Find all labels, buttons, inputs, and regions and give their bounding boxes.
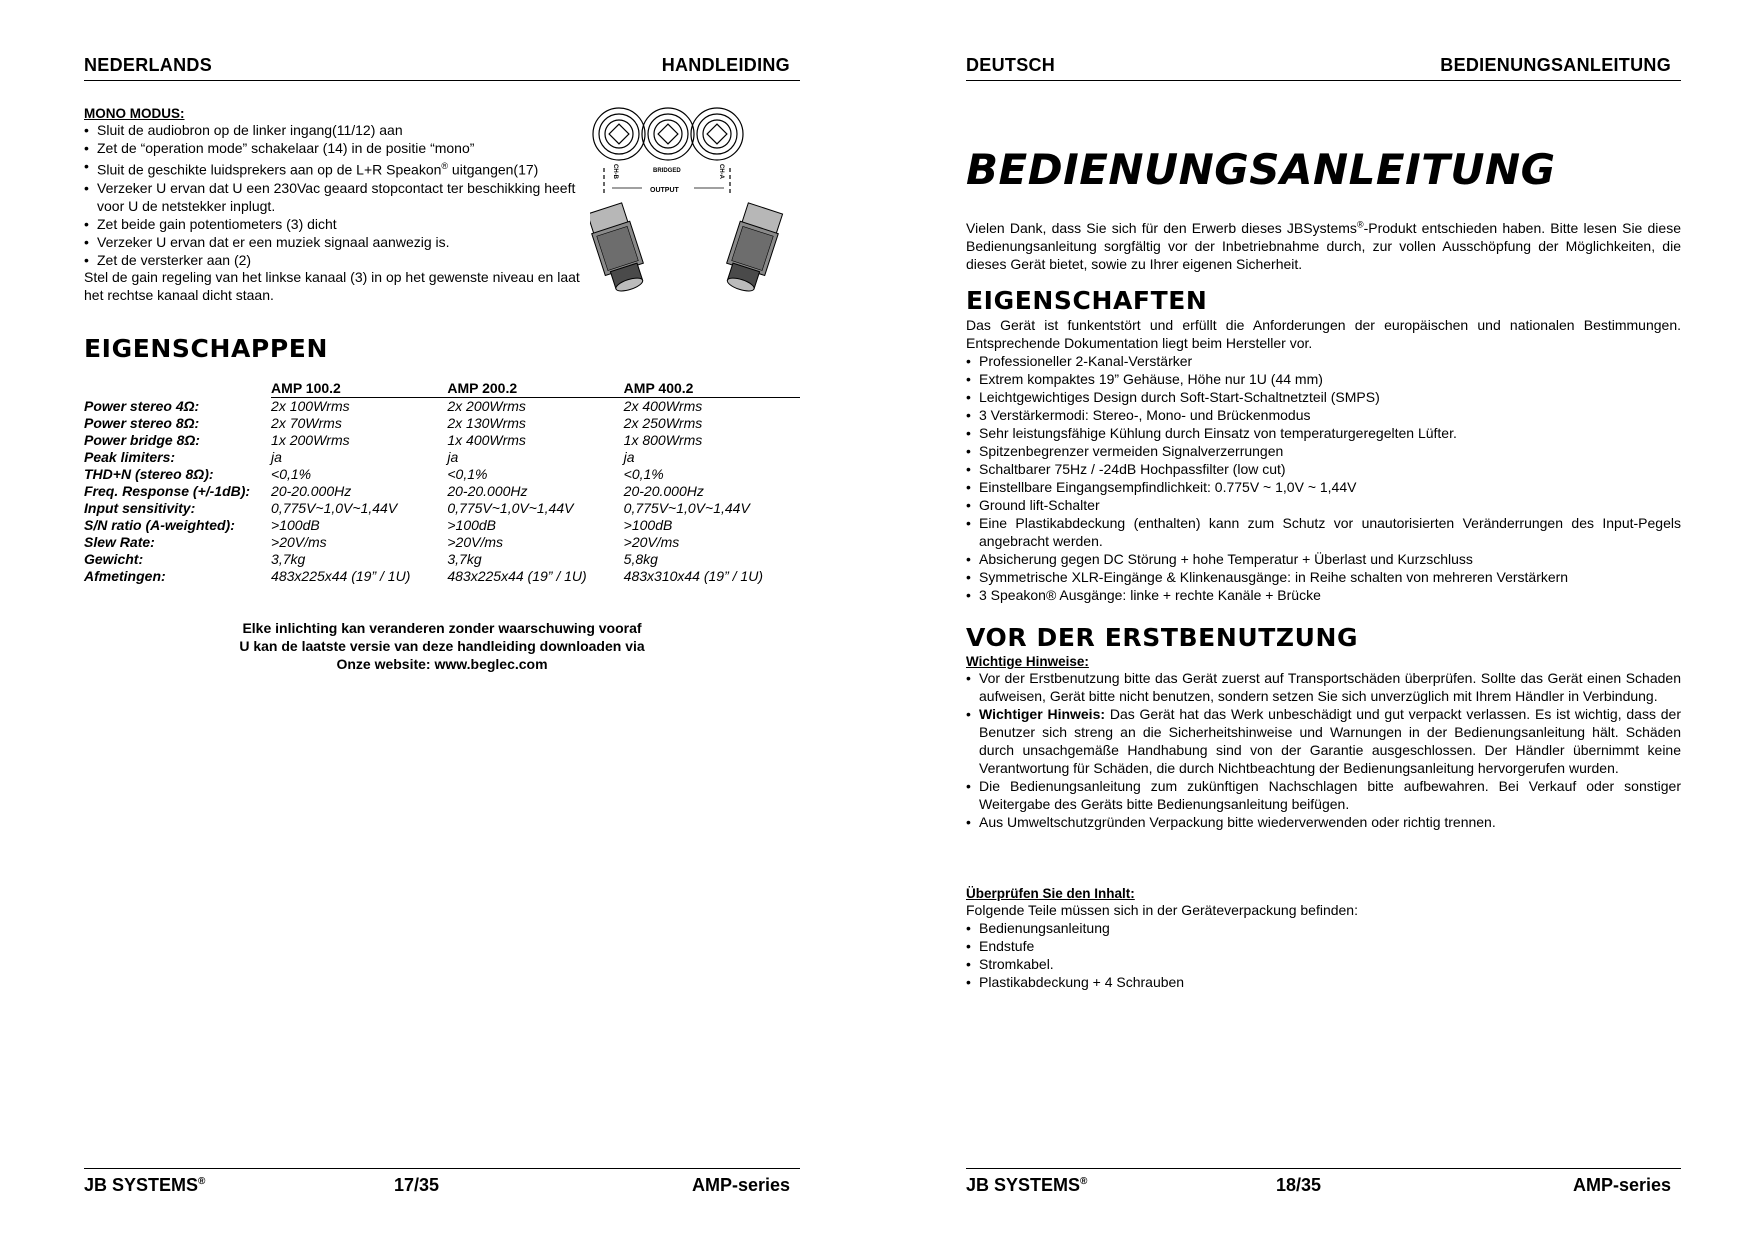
mono-list [84, 121, 584, 269]
features-list [966, 352, 1681, 604]
spec-label: THD+N (stereo 8Ω): [84, 466, 214, 482]
features-section [966, 286, 1681, 604]
speakon-plug-right [720, 202, 784, 295]
feature-item: • Schaltbarer 75Hz / -24dB Hochpassfilter (low cut) [966, 460, 1681, 478]
speakon-plug-left [590, 202, 650, 295]
spec-value: ja [447, 449, 459, 465]
notice-item-text: Vor der Erstbenutzung bitte das Gerät zuerst auf Transportschäden überprüfen. Sollte das Gerät einen Schaden aufweisen, Gerät bitte nicht benutzen, sondern setzen Sie sich unverzüglich mit Ihrem Händler in Verbindung. [979, 670, 1681, 704]
speakon-output-diagram [590, 106, 800, 306]
label-output: OUTPUT [650, 187, 679, 194]
spec-label: Power stereo 4Ω: [84, 397, 200, 414]
contents-title: Überprüfen Sie den Inhalt: [966, 886, 1135, 901]
contents-list [966, 919, 1681, 991]
notice-item-lead: Wichtiger Hinweis: [979, 706, 1106, 722]
specs-header-row [84, 379, 800, 398]
features-intro: Das Gerät ist funkentstört und erfüllt die Anforderungen der europäischen und nationalen Bestimmungen. Entsprechende Dokumentation liegt beim Hersteller vor. [966, 317, 1681, 351]
mono-step: • Verzeker U ervan dat U een 230Vac geaard stopcontact ter beschikking heeft voor U de netstekker inplugt. [84, 179, 584, 215]
feature-item: • Symmetrische XLR-Eingänge & Klinkenausgänge: in Reihe schalten von mehreren Verstärkern [966, 568, 1681, 586]
spec-value: 5,8kg [623, 551, 658, 567]
spec-value: 2x 250Wrms [623, 415, 703, 431]
table-row [84, 534, 800, 551]
spec-value: 20-20.000Hz [271, 483, 352, 499]
spec-label: Freq. Response (+/-1dB): [84, 483, 251, 499]
spec-value: ja [271, 449, 282, 465]
contents-item: • Plastikabdeckung + 4 Schrauben [966, 973, 1681, 991]
spec-value: <0,1% [447, 466, 488, 482]
spec-value: 0,775V~1,0V~1,44V [623, 500, 750, 516]
mono-title: MONO MODUS: [84, 106, 185, 121]
speakon-socket-bridged [642, 108, 694, 160]
spec-value: 2x 200Wrms [447, 398, 526, 414]
mono-note: Stel de gain regeling van het linkse kanaal (3) in op het gewenste niveau en laat het rechtse kanaal dicht staan. [84, 268, 580, 303]
notice-line: U kan de laatste versie van deze handleiding downloaden via [239, 638, 645, 654]
feature-item: • Absicherung gegen DC Störung + hohe Temperatur + Überlast und Kurzschluss [966, 550, 1681, 568]
spec-value: 483x225x44 (19” / 1U) [271, 568, 411, 584]
spec-value: 483x225x44 (19” / 1U) [447, 568, 587, 584]
specs-table [84, 379, 800, 585]
table-row [84, 483, 800, 500]
spec-value: 3,7kg [447, 551, 482, 567]
header-title: BEDIENUNGSANLEITUNG [1440, 55, 1671, 75]
table-row [84, 415, 800, 432]
spec-value: 2x 130Wrms [447, 415, 526, 431]
spec-value: >100dB [271, 517, 320, 533]
label-bridged: BRIDGED [653, 168, 681, 174]
footer-brand: JB SYSTEMS® [84, 1175, 206, 1195]
spec-value: 20-20.000Hz [623, 483, 704, 499]
notice-block [84, 619, 800, 673]
mono-step: • Sluit de geschikte luidsprekers aan op de L+R Speakon® uitgangen(17) [84, 157, 584, 179]
spec-label: Gewicht: [84, 551, 144, 567]
spec-value: 0,775V~1,0V~1,44V [447, 500, 574, 516]
intro-paragraph: Vielen Dank, dass Sie sich für den Erwerb dieses JBSystems®-Produkt entschieden haben. Bitte lesen Sie diese Bedienungsanleitung sorgfältig vor der Inbetriebnahme durch, zur vollen Ausschöpfung der Möglichkeiten, die dieses Gerät bietet, sowie zu Ihrer eigenen Sicherheit. [966, 219, 1681, 272]
contents-item: • Stromkabel. [966, 955, 1681, 973]
feature-item: • Ground lift-Schalter [966, 496, 1681, 514]
spec-label: S/N ratio (A-weighted): [84, 517, 235, 533]
page-header [84, 54, 800, 81]
notice-item [966, 777, 1681, 813]
spec-label: Input sensitivity: [84, 500, 196, 516]
spec-value: >100dB [623, 517, 673, 533]
page-footer [84, 1168, 800, 1199]
header-language: NEDERLANDS [84, 55, 213, 75]
label-ch-b: CH-B [612, 164, 618, 179]
spec-col-2: AMP 200.2 [447, 379, 623, 398]
spec-label: Peak limiters: [84, 449, 176, 465]
spec-value: 2x 400Wrms [623, 398, 703, 414]
spec-value: <0,1% [623, 466, 664, 482]
mono-step: • Zet beide gain potentiometers (3) dicht [84, 215, 584, 233]
spec-col-3: AMP 400.2 [624, 379, 800, 398]
header-language: DEUTSCH [966, 55, 1056, 75]
table-row [84, 517, 800, 534]
page-footer [966, 1168, 1681, 1199]
spec-value: 0,775V~1,0V~1,44V [271, 500, 398, 516]
header-title: HANDLEIDING [661, 55, 790, 75]
contents-item: • Endstufe [966, 937, 1681, 955]
notice-item-text: Aus Umweltschutzgründen Verpackung bitte wiederverwenden oder richtig trennen. [979, 814, 1496, 830]
speakon-socket-ch-a [691, 108, 743, 160]
spec-value: >20V/ms [623, 534, 680, 550]
page-right [966, 0, 1681, 1240]
notice-item [966, 705, 1681, 777]
feature-item: • Spitzenbegrenzer vermeiden Signalverzerrungen [966, 442, 1681, 460]
spec-label: Power bridge 8Ω: [84, 432, 200, 448]
table-row [84, 398, 800, 416]
notice-item-text: Die Bedienungsanleitung zum zukünftigen Nachschlagen bitte aufbewahren. Bei Verkauf oder sonstiger Weitergabe des Geräts bitte Bedienungsanleitung beifügen. [979, 778, 1681, 812]
spec-value: >20V/ms [271, 534, 327, 550]
mono-step: • Sluit de audiobron op de linker ingang(11/12) aan [84, 121, 584, 139]
feature-item: • Eine Plastikabdeckung (enthalten) kann zum Schutz vor unautorisierten Veränderrungen des Input-Pegels angebracht werden. [966, 514, 1681, 550]
notice-line: Onze website: www.beglec.com [336, 656, 548, 672]
before-title: VOR DER ERSTBENUTZUNG [966, 623, 1359, 652]
footer-page-number: 18/35 [1276, 1175, 1322, 1195]
label-ch-a: CH-A [718, 164, 724, 179]
feature-item: • Professioneller 2-Kanal-Verstärker [966, 352, 1681, 370]
spec-value: 3,7kg [271, 551, 306, 567]
spec-label: Power stereo 8Ω: [84, 415, 200, 431]
table-row [84, 466, 800, 483]
notice-item [966, 669, 1681, 705]
spec-value: 2x 70Wrms [271, 415, 342, 431]
footer-page-number: 17/35 [394, 1175, 440, 1195]
spec-value: 1x 800Wrms [623, 432, 703, 448]
spec-value: 20-20.000Hz [447, 483, 528, 499]
mono-step: • Zet de “operation mode” schakelaar (14) in de positie “mono” [84, 139, 584, 157]
spec-label: Afmetingen: [84, 568, 166, 584]
spec-value: 2x 100Wrms [271, 398, 350, 414]
feature-item: • Sehr leistungsfähige Kühlung durch Einsatz von temperaturgeregelten Lüfter. [966, 424, 1681, 442]
contents-intro: Folgende Teile müssen sich in der Geräteverpackung befinden: [966, 902, 1358, 918]
feature-item: • 3 Verstärkermodi: Stereo-, Mono- und Brückenmodus [966, 406, 1681, 424]
notice-line: Elke inlichting kan veranderen zonder waarschuwing vooraf [242, 620, 642, 636]
table-row [84, 500, 800, 517]
spec-value: ja [623, 449, 635, 465]
before-section [966, 623, 1681, 831]
page-left [84, 0, 800, 1240]
spec-value: 483x310x44 (19” / 1U) [623, 568, 763, 584]
notice-item-text: Das Gerät hat das Werk unbeschädigt und gut verpackt verlassen. Es ist wichtig, dass der Benutzer sich streng an die Sicherheitshinweise und Warnungen in der Bedienungsanleitung hält. Schäden durch unsachgemäße Handhabung sind von der Garantie ausgeschlossen. Der Händler übernimmt keine Verantwortung für Schäden, die durch Nichtbeachtung der Bedienungsanleitung hervorgerufen wurden. [979, 706, 1681, 776]
feature-item: • Extrem kompaktes 19” Gehäuse, Höhe nur 1U (44 mm) [966, 370, 1681, 388]
footer-brand: JB SYSTEMS® [966, 1175, 1088, 1195]
contents-item: • Bedienungsanleitung [966, 919, 1681, 937]
spec-value: 1x 200Wrms [271, 432, 350, 448]
footer-series: AMP-series [1572, 1175, 1671, 1195]
document-title: BEDIENUNGSANLEITUNG [966, 145, 1556, 194]
feature-item: • Einstellbare Eingangsempfindlichkeit: 0.775V ~ 1,0V ~ 1,44V [966, 478, 1681, 496]
table-row [84, 449, 800, 466]
mono-step: • Zet de versterker aan (2) [84, 251, 584, 269]
before-list [966, 669, 1681, 831]
spec-value: >20V/ms [447, 534, 503, 550]
features-title: EIGENSCHAFTEN [966, 286, 1208, 315]
spec-value: <0,1% [271, 466, 312, 482]
mono-step: • Verzeker U ervan dat er een muziek signaal aanwezig is. [84, 233, 584, 251]
specs-title: EIGENSCHAPPEN [84, 334, 328, 363]
spec-value: >100dB [447, 517, 497, 533]
spec-value: 1x 400Wrms [447, 432, 526, 448]
table-row [84, 568, 800, 585]
feature-item: • 3 Speakon® Ausgänge: linke + rechte Kanäle + Brücke [966, 586, 1681, 604]
spec-col-1: AMP 100.2 [271, 379, 447, 398]
before-subtitle: Wichtige Hinweise: [966, 654, 1089, 669]
intro-text [966, 215, 1681, 273]
speakon-socket-ch-b [593, 108, 645, 160]
feature-item: • Leichtgewichtiges Design durch Soft-Start-Schaltnetzteil (SMPS) [966, 388, 1681, 406]
spec-label: Slew Rate: [84, 534, 155, 550]
page-header [966, 54, 1681, 81]
table-row [84, 551, 800, 568]
footer-series: AMP-series [691, 1175, 790, 1195]
table-row [84, 432, 800, 449]
mono-section [84, 106, 584, 304]
notice-item [966, 813, 1681, 831]
contents-section [966, 886, 1681, 991]
